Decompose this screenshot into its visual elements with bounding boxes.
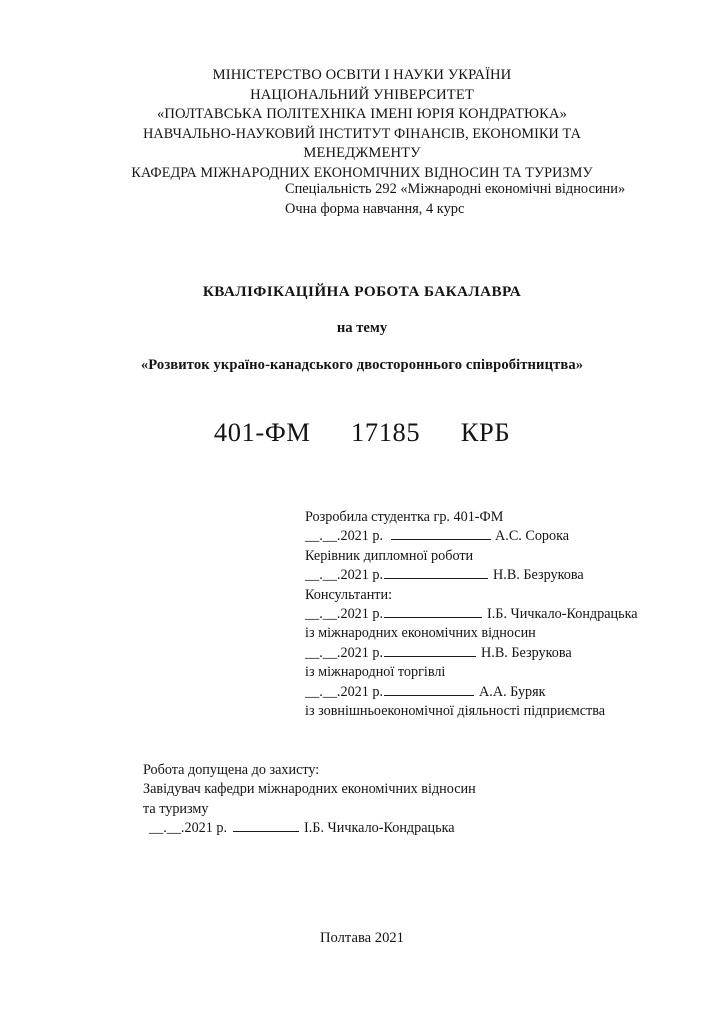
approval-position-line-1: Завідувач кафедри міжнародних економічних відносин [143,781,476,798]
consultant-2-signature-row [305,644,705,663]
header-line-university-name: «ПОЛТАВСЬКА ПОЛІТЕХНІКА ІМЕНІ ЮРІЯ КОНДРАТЮКА» [157,106,567,123]
code-number: 17185 [351,417,421,447]
footer-place-year: Полтава 2021 [320,930,404,946]
author-signature-row [305,527,705,546]
work-type-heading: КВАЛІФІКАЦІЙНА РОБОТА БАКАЛАВРА [202,283,522,300]
supervisor-role: Керівник дипломної роботи [305,547,474,564]
consultant-2-signature-rule [384,645,476,657]
header-line-ministry: МІНІСТЕРСТВО ОСВІТИ І НАУКИ УКРАЇНИ [212,67,512,83]
supervisor-name: Н.В. Безрукова [493,567,584,584]
consultant-2-name: Н.В. Безрукова [481,644,572,661]
approval-name: І.Б. Чичкало-Кондрацька [304,820,455,837]
consultant-2-field: із міжнародної торгівлі [305,664,446,681]
consultant-3-signature-row [305,683,705,702]
author-role: Розробила студентка гр. 401-ФМ [305,509,504,525]
work-theme: «Розвиток україно-канадського двостороннього співробітництва» [140,357,584,373]
approval-signature-rule [233,820,299,832]
header-line-institute: НАВЧАЛЬНО-НАУКОВИЙ ІНСТИТУТ ФІНАНСІВ, ЕКОНОМІКИ ТА [143,125,581,142]
header-line-university: НАЦІОНАЛЬНИЙ УНІВЕРСИТЕТ [250,86,474,103]
code-suffix: КРБ [460,417,511,447]
study-form-line: Очна форма навчання, 4 курс [285,201,465,217]
consultant-1-signature-rule [384,606,482,618]
work-code [0,417,724,448]
consultant-3-field: із зовнішньоекономічної діяльності підприємства [305,703,606,720]
code-group: 401-ФМ [213,417,311,447]
work-subtitle: на тему [336,320,388,336]
approval-position-line-2: та туризму [143,800,209,817]
consultants-label: Консультанти: [305,586,393,603]
header-line-department: КАФЕДРА МІЖНАРОДНИХ ЕКОНОМІЧНИХ ВІДНОСИН ТА ТУРИЗМУ [131,164,593,181]
approval-block [143,761,613,839]
approval-date: __.__.2021 р. [149,820,228,837]
program-info [285,179,705,219]
supervisor-signature-rule [384,567,488,579]
consultant-1-signature-row [305,605,705,624]
consultant-3-name: А.А. Буряк [479,683,546,700]
approval-heading: Робота допущена до захисту: [143,762,320,778]
consultant-2-date: __.__.2021 р. [305,644,384,661]
header-line-management: МЕНЕДЖМЕНТУ [303,145,421,162]
institution-header [22,66,702,184]
specialty-line: Спеціальність 292 «Міжнародні економічні відносини» [285,181,626,197]
author-date: __.__.2021 р. [305,528,384,545]
consultant-1-date: __.__.2021 р. [305,606,384,623]
supervisor-signature-row [305,566,705,585]
consultant-1-name: І.Б. Чичкало-Кондрацька [487,606,638,623]
supervisor-date: __.__.2021 р. [305,567,384,584]
approval-signature-row [143,819,613,838]
author-name: А.С. Сорока [495,528,570,545]
consultant-1-field: із міжнародних економічних відносин [305,625,536,642]
consultant-3-date: __.__.2021 р. [305,683,384,700]
consultant-3-signature-rule [384,684,474,696]
signature-block [305,508,705,721]
author-signature-rule [391,528,491,540]
